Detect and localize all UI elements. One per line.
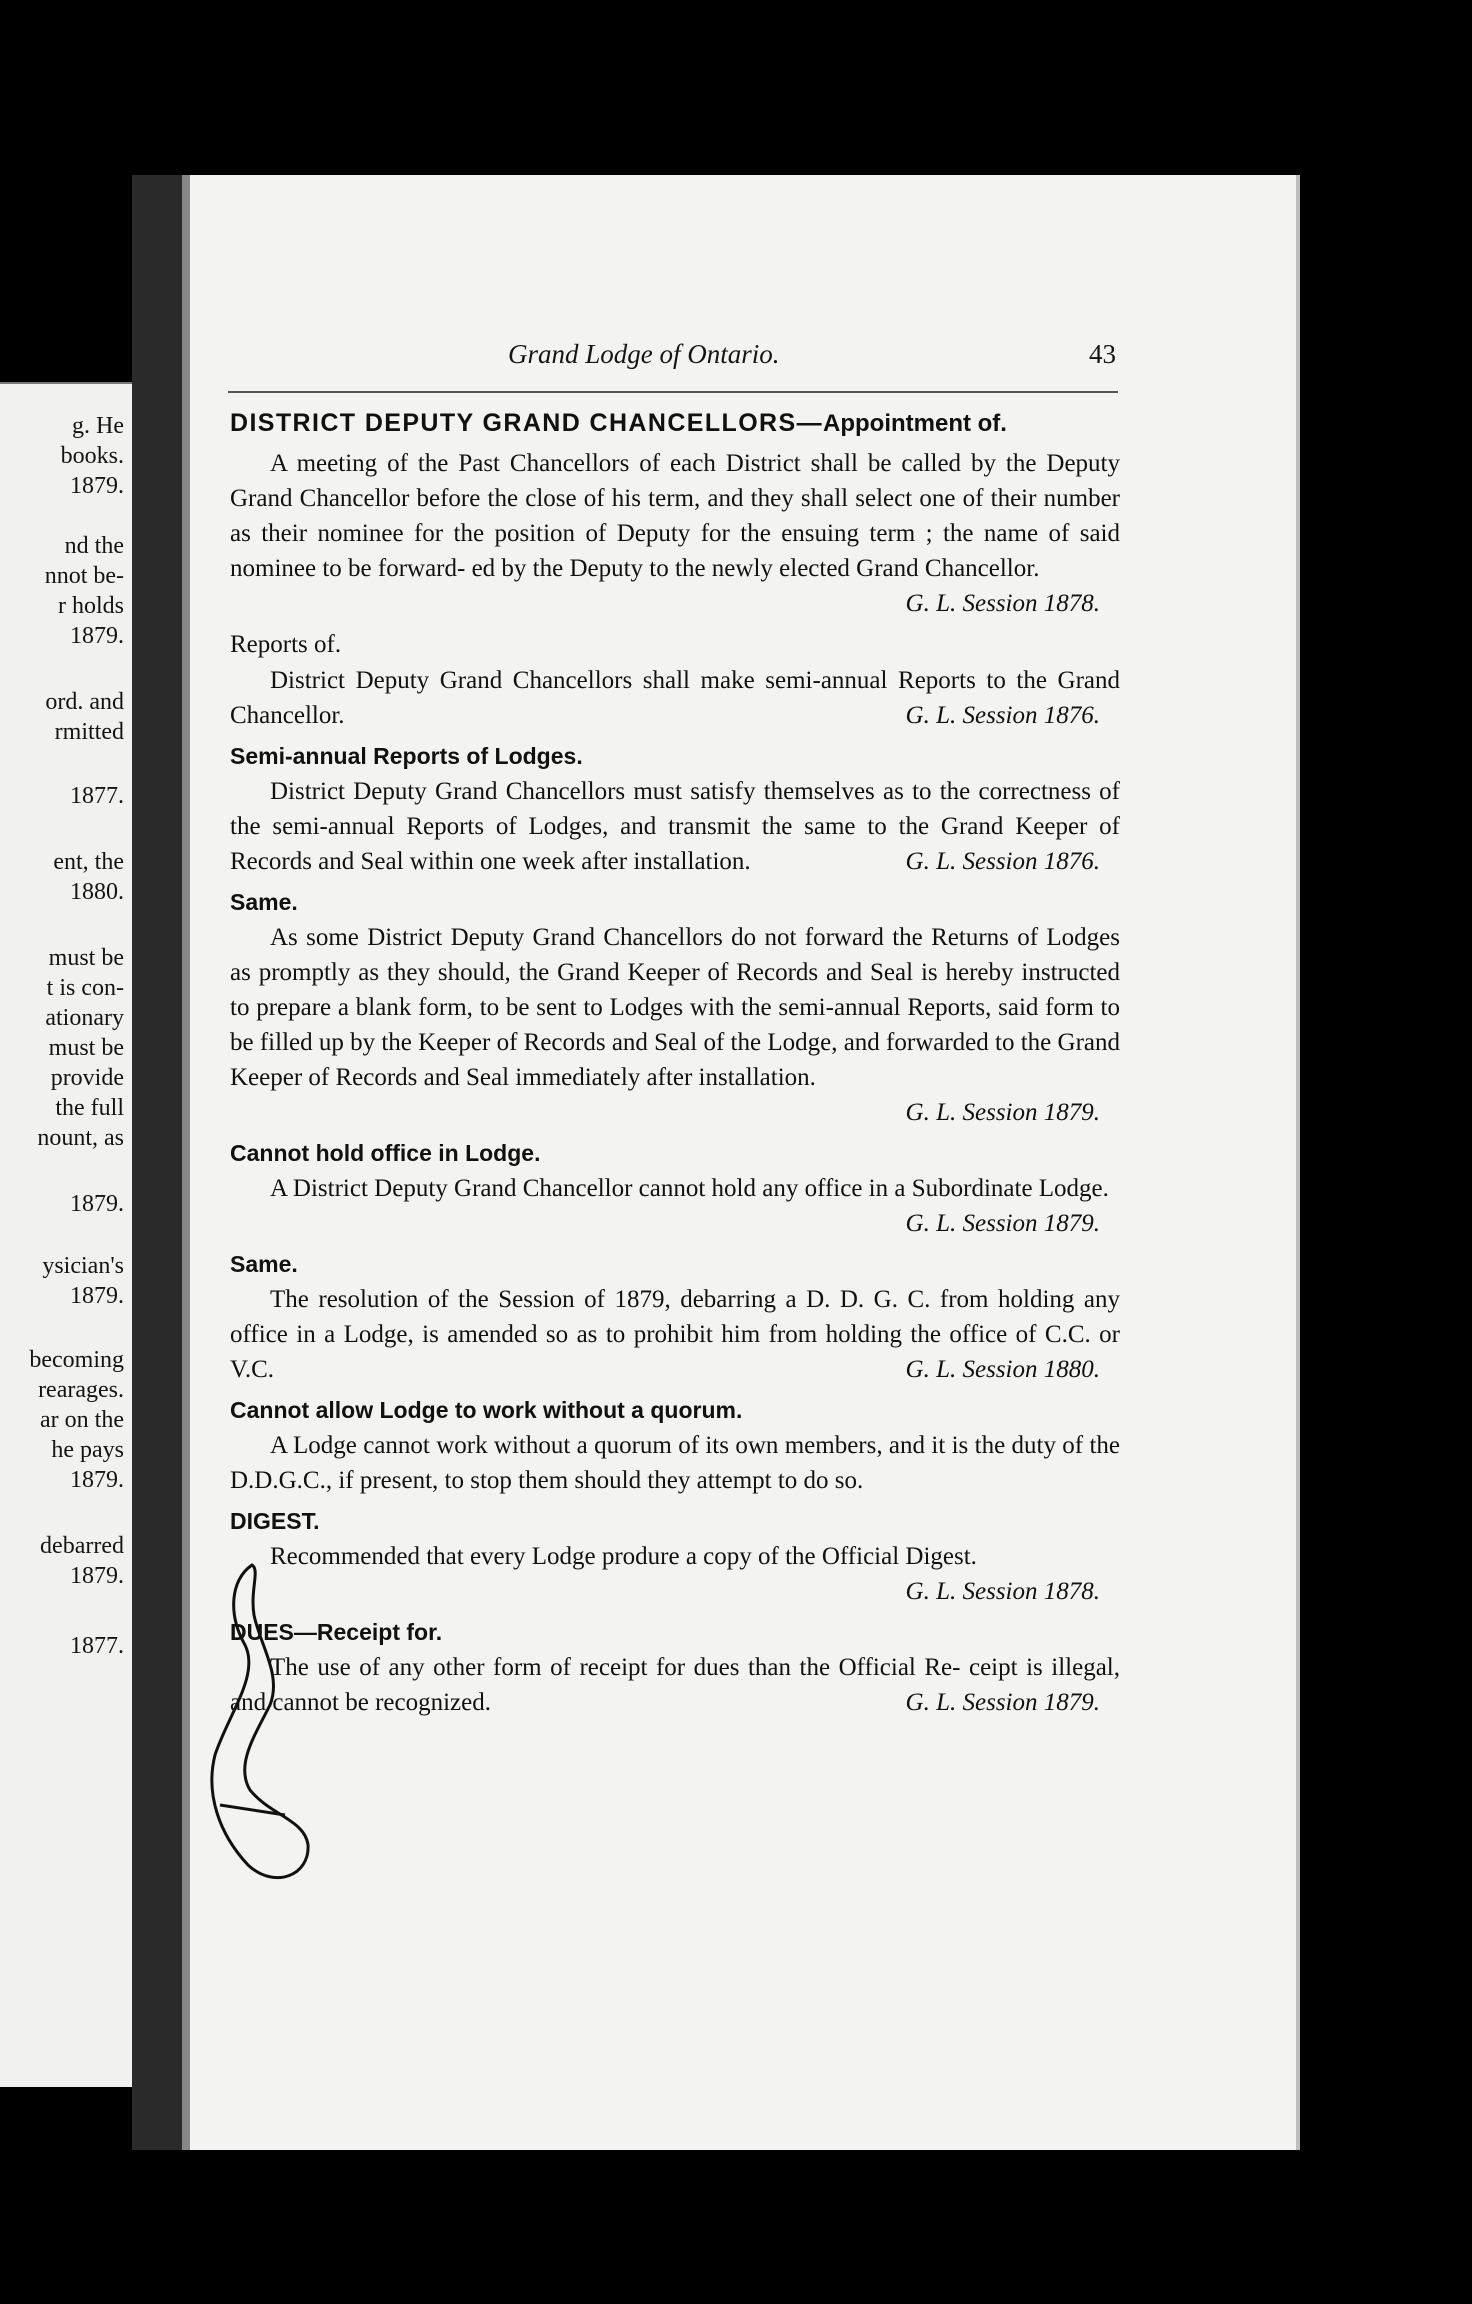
section-text-body: District Deputy Grand Chancellors must satisfy themselves as to the correctness of the semi-annual Reports of Lodges, and transmit the same to the Grand Keeper of Records and Seal within one week after installation. [230,778,1120,875]
facing-page-line: nd the [64,533,124,559]
section-text: As some District Deputy Grand Chancellors do not forward the Returns of Lodges as promptly as they should, the Grand Keeper of Records and Seal is hereby instructed to prepare a blank form, to be sent to Lodges with the semi-annual Reports, said form to be filled up by the Keeper of Records and Seal of the Lodge, and forwarded to the Grand Keeper of Records and Seal immediately after installation. [230,924,1120,1091]
session-citation: G. L. Session 1880. [905,1356,1100,1383]
section [230,1397,1120,1498]
header-rule [228,391,1118,393]
session-citation: G. L. Session 1876. [905,702,1100,729]
section-heading: Semi-annual Reports of Lodges. [230,743,583,769]
facing-page-line: ysician's [42,1253,124,1279]
facing-page-line: nnot be- [44,563,124,589]
section-heading: Cannot hold office in Lodge. [230,1140,541,1166]
section [230,409,1120,621]
page-content [230,403,1120,1720]
section-heading: Same. [230,889,298,915]
facing-page-line: 1877. [70,783,124,809]
running-title: Grand Lodge of Ontario. [508,339,780,369]
facing-page-line: 1879. [70,473,124,499]
section [230,1140,1120,1241]
section-text-body: Recommended that every Lodge produre a copy of the Official Digest. [270,1543,977,1570]
section [230,631,1120,733]
gutter-shadow [182,175,190,2150]
section-text-body: The use of any other form of receipt for dues than the Official Re- ceipt is illegal, and cannot be recognized. [230,1654,1120,1716]
facing-page-line: becoming [29,1347,124,1373]
section-text [230,1171,1120,1241]
facing-page-line: ar on the [40,1407,124,1433]
section-heading: Cannot allow Lodge to work without a quorum. [230,1397,743,1423]
section-text-body: District Deputy Grand Chancellors shall make semi-annual Reports to the Grand Chancellor. [230,667,1120,729]
facing-page-line: rmitted [54,719,124,745]
section-text [230,663,1120,733]
section-text: A Lodge cannot work without a quorum of its own members, and it is the duty of the D.D.G.C., if present, to stop them should they attempt to do so. [230,1432,1120,1494]
facing-page-line: must be [48,1035,124,1061]
session-citation: G. L. Session 1879. [905,1210,1100,1237]
section [230,743,1120,879]
facing-page-line: the full [55,1095,124,1121]
book-gutter [132,175,182,2150]
session-citation: G. L. Session 1879. [905,1099,1100,1126]
page-header [190,335,1296,375]
section-heading: Reports of. [230,631,342,658]
section-heading: DIGEST. [230,1508,320,1534]
facing-page-line: 1879. [70,1467,124,1493]
section-text-body: A District Deputy Grand Chancellor cannot hold any office in a Subordinate Lodge. [270,1175,1109,1202]
section-text [230,1282,1120,1387]
facing-page-fragment [0,382,132,2087]
section-heading: DUES—Receipt for. [230,1619,443,1645]
section-heading: Same. [230,1251,298,1277]
facing-page-line: books. [60,443,124,469]
section [230,889,1120,1130]
facing-page-line: r holds [58,593,124,619]
facing-page-line: rearages. [38,1377,124,1403]
section-text: A meeting of the Past Chancellors of each District shall be called by the Deputy Grand Chancellor before the close of his term, and they shall select one of their number as their nominee for the position of Deputy for the ensuing term ; the name of said nominee to be forward- ed by the Deputy to the newly elected Grand Chancellor. [230,450,1120,582]
facing-page-line: ationary [45,1005,124,1031]
session-citation: G. L. Session 1878. [905,590,1100,617]
facing-page-line: 1879. [70,623,124,649]
facing-page-line: ord. and [45,689,124,715]
section-heading [230,409,1120,438]
facing-page-line: t is con- [46,975,124,1001]
facing-page-line: 1880. [70,879,124,905]
session-citation: G. L. Session 1879. [905,1689,1100,1716]
facing-page-line: ent, the [53,849,124,875]
facing-page-line: he pays [51,1437,124,1463]
facing-page-line: debarred [40,1533,124,1559]
session-citation: G. L. Session 1876. [905,848,1100,875]
section-text [230,774,1120,879]
facing-page-line: nount, as [37,1125,124,1151]
facing-page-line: must be [48,945,124,971]
heading-text: DISTRICT DEPUTY GRAND CHANCELLORS— [230,409,823,437]
facing-page-line: 1879. [70,1283,124,1309]
section-text [230,1539,1120,1609]
book-page [190,175,1296,2150]
section-text-body: The resolution of the Session of 1879, debarring a D. D. G. C. from holding any office in a Lodge, is amended so as to prohibit him from holding the office of C.C. or V.C. [230,1286,1120,1383]
section-text [230,1650,1120,1720]
facing-page-line: 1879. [70,1563,124,1589]
section [230,1619,1120,1720]
page-edge [1296,175,1300,2150]
heading-subtext: Appointment of. [823,410,1007,437]
session-citation: G. L. Session 1878. [905,1578,1100,1605]
facing-page-rule [0,382,132,384]
facing-page-line: g. He [72,413,124,439]
section [230,1508,1120,1609]
facing-page-line: 1877. [70,1633,124,1659]
facing-page-line: provide [50,1065,124,1091]
facing-page-line: 1879. [70,1191,124,1217]
section [230,1251,1120,1387]
page-number: 43 [1089,339,1116,369]
